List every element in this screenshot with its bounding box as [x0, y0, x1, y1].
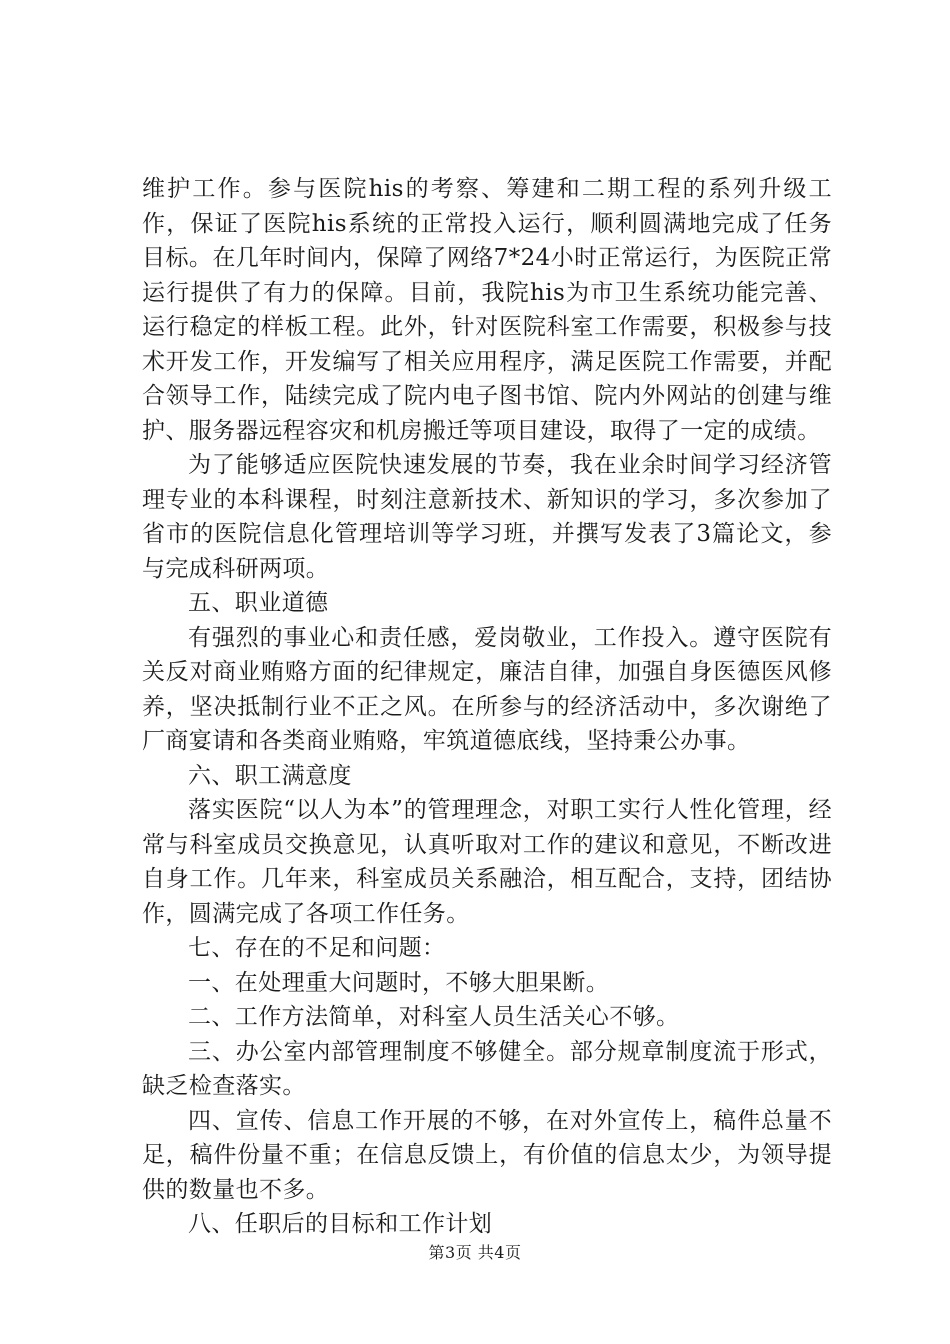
- section-heading-staff-satisfaction: 六、职工满意度: [188, 762, 352, 789]
- paragraph-staff-satisfaction: 落实医院“以人为本”的管理理念，对职工实行人性化管理，经常与科室成员交换意见，认真听取对工作的建议和意见，不断改进自身工作。几年来，科室成员关系融洽，相互配合，支持，团结协作，圆满完成了各项工作任务。: [142, 797, 832, 927]
- section-heading-goals-plan: 八、任职后的目标和工作计划: [188, 1211, 493, 1237]
- paragraph-his-maintenance: 维护工作。参与医院his的考察、筹建和二期工程的系列升级工作，保证了医院his系统的正常投入运行，顺利圆满地完成了任务目标。在几年时间内，保障了网络7*24小时正常运行，为医院正常运行提供了有力的保障。目前，我院his为市卫生系统功能完善、运行稳定的样板工程。此外，针对医院科室工作需要，积极参与技术开发工作，开发编写了相关应用程序，满足医院工作需要，并配合领导工作，陆续完成了院内电子图书馆、院内外网站的创建与维护、服务器远程容灾和机房搬迁等项目建设，取得了一定的成绩。: [142, 176, 832, 444]
- body-text: [142, 172, 832, 1242]
- list-item-shortcoming-2: 二、工作方法简单，对科室人员生活关心不够。: [188, 1004, 680, 1030]
- list-item-shortcoming-1: 一、在处理重大问题时，不够大胆果断。: [188, 969, 610, 996]
- list-item-shortcoming-3: 三、办公室内部管理制度不够健全。部分规章制度流于形式，缺乏检查落实。: [142, 1038, 832, 1099]
- list-item-shortcoming-4: 四、宣传、信息工作开展的不够，在对外宣传上，稿件总量不足，稿件份量不重；在信息反馈上，有价值的信息太少，为领导提供的数量也不多。: [142, 1107, 832, 1203]
- section-heading-professional-ethics: 五、职业道德: [188, 590, 329, 616]
- paragraph-professional-ethics: 有强烈的事业心和责任感，爱岗敬业，工作投入。遵守医院有关反对商业贿赂方面的纪律规定，廉洁自律，加强自身医德医风修养，坚决抵制行业不正之风。在所参与的经济活动中，多次谢绝了厂商宴请和各类商业贿赂，牢筑道德底线，坚持秉公办事。: [142, 624, 832, 754]
- page-number-footer: 第3页 共4页: [428, 1243, 522, 1262]
- section-heading-shortcomings: 七、存在的不足和问题：: [188, 935, 446, 961]
- paragraph-self-study: 为了能够适应医院快速发展的节奏，我在业余时间学习经济管理专业的本科课程，时刻注意新技术、新知识的学习，多次参加了省市的医院信息化管理培训等学习班，并撰写发表了3篇论文，参与完成科研两项。: [142, 452, 832, 582]
